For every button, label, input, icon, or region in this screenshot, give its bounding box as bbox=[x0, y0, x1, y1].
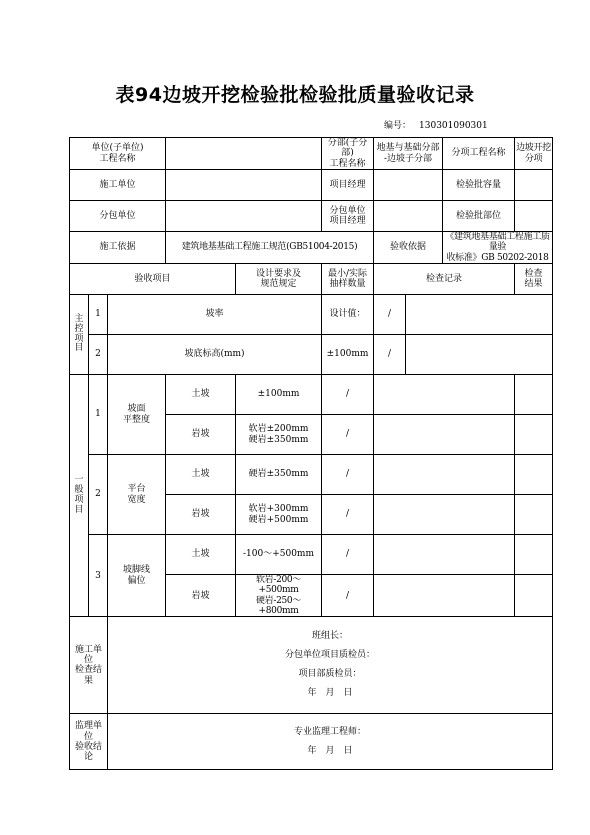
sub-item: 土坡 bbox=[166, 535, 236, 575]
document-number bbox=[384, 118, 488, 131]
design-requirement: 设计值： bbox=[322, 295, 374, 335]
subunit-name-label: 分部(子分部) 工程名称 bbox=[322, 138, 374, 170]
sample-count: / bbox=[322, 375, 374, 415]
header-row-subcontract bbox=[70, 201, 553, 232]
supervising-engineer-line: 专业监理工程师： bbox=[294, 726, 367, 737]
header-row-basis bbox=[70, 232, 553, 264]
general-row-3a bbox=[70, 535, 553, 575]
design-requirement: 软岩-200～+500mm 硬岩-250～+800mm bbox=[236, 575, 322, 617]
sub-item: 土坡 bbox=[166, 455, 236, 495]
check-result[interactable] bbox=[515, 575, 553, 617]
item-name-label: 分项工程名称 bbox=[443, 138, 515, 170]
project-manager-label: 项目经理 bbox=[322, 170, 374, 201]
constructor-value[interactable] bbox=[166, 170, 322, 201]
check-record[interactable] bbox=[374, 495, 515, 535]
design-requirement: -100～+500mm bbox=[236, 535, 322, 575]
check-result[interactable] bbox=[515, 535, 553, 575]
row-number: 3 bbox=[89, 535, 108, 617]
item-name: 坡率 bbox=[108, 295, 322, 335]
constructor-result-signature[interactable] bbox=[108, 617, 553, 714]
supervisor-result-row bbox=[70, 714, 553, 770]
check-record[interactable] bbox=[406, 335, 553, 375]
constructor-result-label: 施工单位 检查结果 bbox=[70, 617, 108, 714]
constructor-label: 施工单位 bbox=[70, 170, 166, 201]
project-manager-value[interactable] bbox=[374, 170, 443, 201]
sample-count: / bbox=[322, 495, 374, 535]
item-name-value: 边坡开挖分项 bbox=[515, 138, 553, 170]
col-item-header: 验收项目 bbox=[70, 264, 236, 295]
batch-part-label: 检验批部位 bbox=[443, 201, 515, 232]
batch-capacity-label: 检验批容量 bbox=[443, 170, 515, 201]
check-record[interactable] bbox=[374, 375, 515, 415]
row-number: 1 bbox=[89, 375, 108, 455]
unit-name-value[interactable] bbox=[166, 138, 322, 170]
sample-count: / bbox=[322, 575, 374, 617]
check-result[interactable] bbox=[515, 375, 553, 415]
main-control-row-2 bbox=[70, 335, 553, 375]
sub-item: 岩坡 bbox=[166, 495, 236, 535]
subcontract-inspector-line: 分包单位项目质检员： bbox=[285, 650, 376, 661]
batch-part-value[interactable] bbox=[515, 201, 553, 232]
row-number: 2 bbox=[89, 335, 108, 375]
check-result[interactable] bbox=[515, 495, 553, 535]
row-number: 1 bbox=[89, 295, 108, 335]
header-row-constructor bbox=[70, 170, 553, 201]
document-number-value: 130301090301 bbox=[419, 121, 488, 131]
inspection-form-table bbox=[69, 137, 553, 770]
check-record[interactable] bbox=[374, 535, 515, 575]
main-control-row-1 bbox=[70, 295, 553, 335]
constructor-date-line: 年 月 日 bbox=[307, 688, 353, 699]
supervisor-result-label: 监理单位 验收结论 bbox=[70, 714, 108, 770]
item-name: 平台 宽度 bbox=[108, 455, 166, 535]
sample-count: / bbox=[322, 535, 374, 575]
acceptance-basis-value: 《建筑地基基础工程施工质量验 收标准》GB 50202-2018 bbox=[443, 232, 553, 264]
basis-label: 施工依据 bbox=[70, 232, 166, 264]
sub-item: 岩坡 bbox=[166, 415, 236, 455]
column-header-row bbox=[70, 264, 553, 295]
subcontract-pm-label: 分包单位 项目经理 bbox=[322, 201, 374, 232]
subcontract-value[interactable] bbox=[166, 201, 322, 232]
col-record-header: 检查记录 bbox=[374, 264, 515, 295]
check-result[interactable] bbox=[515, 415, 553, 455]
design-requirement: 硬岩±350mm bbox=[236, 455, 322, 495]
col-sample-header: 最小/实际 抽样数量 bbox=[322, 264, 374, 295]
team-leader-line: 班组长： bbox=[312, 631, 349, 642]
form-title: 表94边坡开挖检验批检验批质量验收记录 bbox=[115, 84, 475, 106]
document-number-label: 编号： bbox=[384, 121, 412, 131]
item-name: 坡脚线 偏位 bbox=[108, 535, 166, 617]
supervisor-result-signature[interactable] bbox=[108, 714, 553, 770]
general-row-2a bbox=[70, 455, 553, 495]
constructor-result-row bbox=[70, 617, 553, 714]
supervisor-date-line: 年 月 日 bbox=[307, 745, 353, 756]
general-label: 一般项目 bbox=[70, 375, 89, 617]
col-design-header: 设计要求及 规范规定 bbox=[236, 264, 322, 295]
design-requirement: 软岩+300mm 硬岩+500mm bbox=[236, 495, 322, 535]
design-requirement: ±100mm bbox=[322, 335, 374, 375]
sample-count: / bbox=[374, 295, 406, 335]
item-name: 坡面 平整度 bbox=[108, 375, 166, 455]
acceptance-basis-label: 验收依据 bbox=[374, 232, 443, 264]
design-requirement: ±100mm bbox=[236, 375, 322, 415]
row-number: 2 bbox=[89, 455, 108, 535]
design-requirement: 软岩±200mm 硬岩±350mm bbox=[236, 415, 322, 455]
col-result-header: 检查 结果 bbox=[515, 264, 553, 295]
main-control-label: 主控项目 bbox=[70, 295, 89, 375]
check-record[interactable] bbox=[374, 415, 515, 455]
sample-count: / bbox=[322, 455, 374, 495]
sub-item: 岩坡 bbox=[166, 575, 236, 617]
general-row-1a bbox=[70, 375, 553, 415]
header-row-unit bbox=[70, 138, 553, 170]
check-result[interactable] bbox=[515, 455, 553, 495]
sample-count: / bbox=[322, 415, 374, 455]
subcontract-label: 分包单位 bbox=[70, 201, 166, 232]
project-inspector-line: 项目部质检员： bbox=[298, 669, 362, 680]
subunit-name-value: 地基与基础分部 -边坡子分部 bbox=[374, 138, 443, 170]
check-record[interactable] bbox=[374, 455, 515, 495]
check-record[interactable] bbox=[406, 295, 553, 335]
batch-capacity-value[interactable] bbox=[515, 170, 553, 201]
unit-name-label: 单位(子单位) 工程名称 bbox=[70, 138, 166, 170]
sample-count: / bbox=[374, 335, 406, 375]
subcontract-pm-value[interactable] bbox=[374, 201, 443, 232]
item-name: 坡底标高(mm) bbox=[108, 335, 322, 375]
basis-value: 建筑地基基础工程施工规范(GB51004-2015) bbox=[166, 232, 374, 264]
sub-item: 土坡 bbox=[166, 375, 236, 415]
check-record[interactable] bbox=[374, 575, 515, 617]
